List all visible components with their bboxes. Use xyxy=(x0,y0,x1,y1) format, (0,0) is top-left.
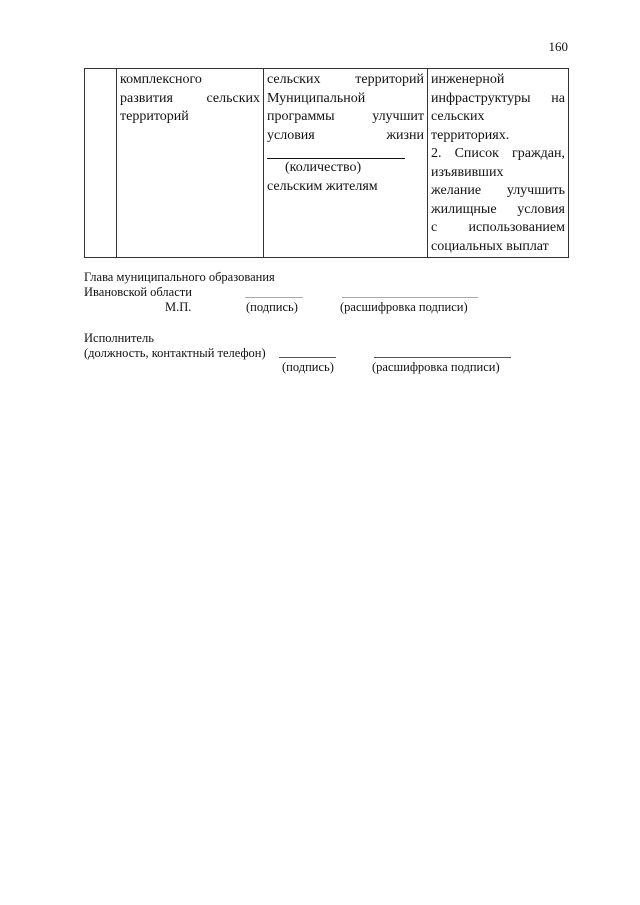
executor-contact: (должность, контактный телефон) xyxy=(84,346,266,360)
word: Список xyxy=(454,146,499,161)
word: инфраструктуры xyxy=(431,90,531,106)
cell-text-justified xyxy=(120,90,260,109)
word: развития xyxy=(120,90,173,106)
head-title: Глава муниципального образования xyxy=(84,270,275,284)
program-table xyxy=(84,68,569,258)
cell-text: социальных выплат xyxy=(431,238,549,254)
head-decode-label: (расшифровка подписи) xyxy=(340,300,468,314)
word: сельских xyxy=(267,72,321,87)
word: условия xyxy=(517,201,565,217)
table-row xyxy=(85,69,569,258)
executor-decode-line xyxy=(374,356,511,358)
head-signature-line xyxy=(245,296,303,298)
cell-text-justified xyxy=(431,219,565,238)
cell-text-justified xyxy=(267,108,424,127)
cell-text-justified xyxy=(431,90,565,109)
word: использованием xyxy=(468,220,565,235)
cell-text: комплексного xyxy=(120,72,202,87)
cell-text-justified xyxy=(267,71,424,90)
cell-text: Муниципальной xyxy=(267,90,366,106)
executor-title: Исполнитель xyxy=(84,331,154,345)
word: сельских xyxy=(206,90,260,106)
executor-decode-label: (расшифровка подписи) xyxy=(372,360,500,374)
cell-text: инженерной xyxy=(431,72,505,87)
word: жизни xyxy=(386,127,424,143)
word: 2. xyxy=(431,146,442,161)
executor-signature-line xyxy=(279,356,336,358)
cell-text-justified xyxy=(431,145,565,164)
cell-text: территорий xyxy=(120,109,189,124)
word: с xyxy=(431,220,438,235)
cell-text: территориях. xyxy=(431,127,510,143)
head-decode-line xyxy=(342,296,478,298)
fill-in-underline xyxy=(267,145,405,159)
table-cell-indicator xyxy=(428,69,569,258)
page-number: 160 xyxy=(548,39,568,54)
word: на xyxy=(551,90,565,106)
word: граждан, xyxy=(512,146,565,161)
cell-text: сельским жителям xyxy=(267,178,378,194)
cell-text-justified xyxy=(267,127,424,146)
word: условия xyxy=(267,127,315,143)
word: желание xyxy=(431,183,482,198)
word: жилищные xyxy=(431,201,497,217)
word: улучшит xyxy=(372,109,424,124)
quantity-label: (количество) xyxy=(285,160,362,175)
table-cell-activity xyxy=(117,69,264,258)
word: территорий xyxy=(355,72,424,87)
table-cell-result xyxy=(264,69,428,258)
table-cell-empty xyxy=(85,69,117,258)
stamp-label: М.П. xyxy=(165,300,192,314)
executor-signature-label: (подпись) xyxy=(282,360,334,374)
word: программы xyxy=(267,109,335,124)
head-signature-label: (подпись) xyxy=(246,300,298,314)
word: улучшить xyxy=(506,183,565,198)
cell-text-justified xyxy=(431,182,565,201)
head-region: Ивановской области xyxy=(84,285,192,299)
cell-text: изъявивших xyxy=(431,164,504,180)
cell-text-justified xyxy=(431,201,565,220)
cell-text: сельских xyxy=(431,109,485,124)
